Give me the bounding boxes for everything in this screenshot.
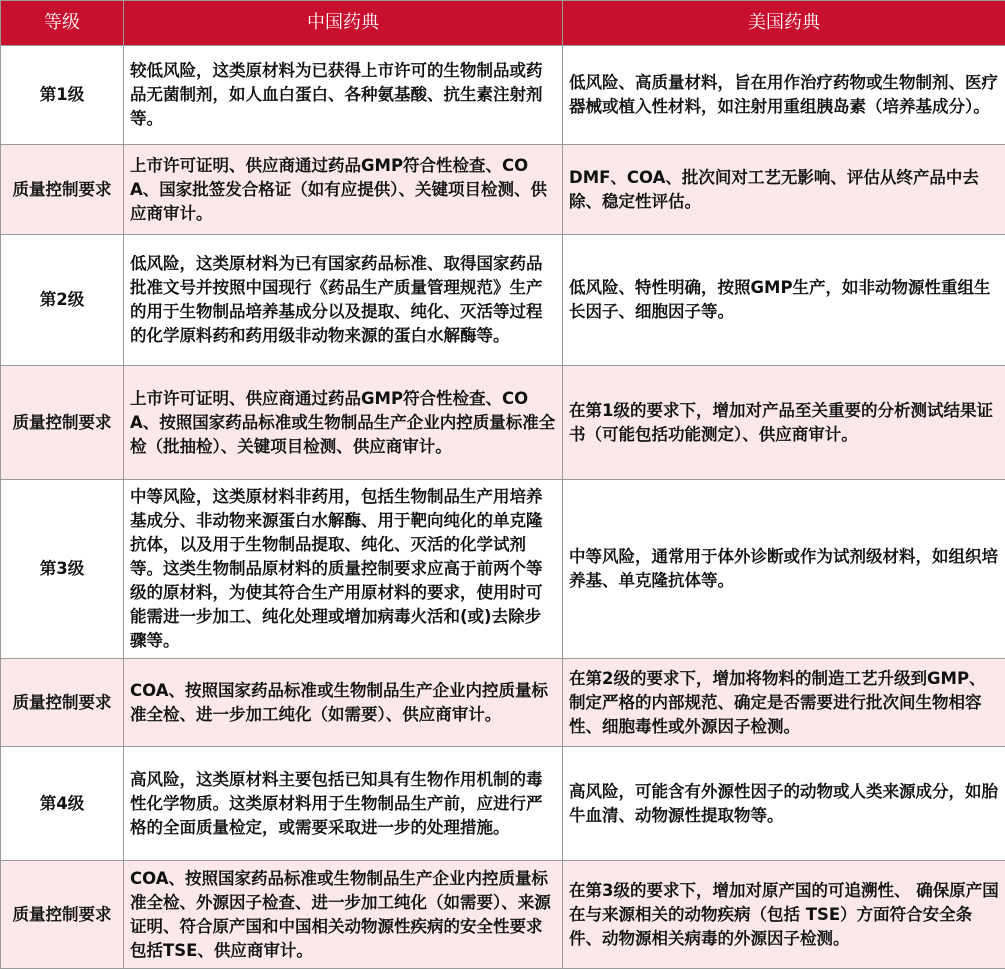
header-us: 美国药典 — [563, 1, 1005, 46]
table-row-level-1 — [1, 46, 1005, 145]
level-cell: 第4级 — [1, 747, 124, 861]
china-cell: 上市许可证明、供应商通过药品GMP符合性检查、COA、按照国家药品标准或生物制品生产企业内控质量标准全检（批抽检）、关键项目检测、供应商审计。 — [124, 366, 563, 480]
header-level: 等级 — [1, 1, 124, 46]
us-cell: 低风险、高质量材料，旨在用作治疗药物或生物制剂、医疗器械或植入性材料，如注射用重组胰岛素（培养基成分）。 — [563, 46, 1005, 145]
us-cell: 在第3级的要求下，增加对原产国的可追溯性、 确保原产国在与来源相关的动物疾病（包括 TSE）方面符合安全条件、动物源相关病毒的外源因子检测。 — [563, 861, 1005, 969]
table-row-qc-4 — [1, 861, 1005, 969]
level-cell: 第1级 — [1, 46, 124, 145]
us-cell: 在第2级的要求下，增加将物料的制造工艺升级到GMP、制定严格的内部规范、确定是否需要进行批次间生物相容性、细胞毒性或外源因子检测。 — [563, 659, 1005, 747]
level-cell: 第2级 — [1, 235, 124, 366]
china-cell: 低风险，这类原材料为已有国家药品标准、取得国家药品批准文号并按照中国现行《药品生产质量管理规范》生产的用于生物制品培养基成分以及提取、纯化、灭活等过程的化学原料药和药用级非动物来源的蛋白水解酶等。 — [124, 235, 563, 366]
us-cell: 在第1级的要求下，增加对产品至关重要的分析测试结果证书（可能包括功能测定）、供应商审计。 — [563, 366, 1005, 480]
china-cell: 较低风险，这类原材料为已获得上市许可的生物制品或药品无菌制剂，如人血白蛋白、各种氨基酸、抗生素注射剂等。 — [124, 46, 563, 145]
china-cell: 高风险，这类原材料主要包括已知具有生物作用机制的毒性化学物质。这类原材料用于生物制品生产前，应进行严格的全面质量检定，或需要采取进一步的处理措施。 — [124, 747, 563, 861]
us-cell: 高风险，可能含有外源性因子的动物或人类来源成分，如胎牛血清、动物源性提取物等。 — [563, 747, 1005, 861]
table-row-qc-3 — [1, 659, 1005, 747]
us-cell: DMF、COA、批次间对工艺无影响、评估从终产品中去除、稳定性评估。 — [563, 145, 1005, 235]
header-china: 中国药典 — [124, 1, 563, 46]
us-cell: 中等风险，通常用于体外诊断或作为试剂级材料，如组织培养基、单克隆抗体等。 — [563, 480, 1005, 659]
table-row-qc-1 — [1, 145, 1005, 235]
table-row-level-3 — [1, 480, 1005, 659]
table-row-level-4 — [1, 747, 1005, 861]
table-row-level-2 — [1, 235, 1005, 366]
china-cell: 中等风险，这类原材料非药用，包括生物制品生产用培养基成分、非动物来源蛋白水解酶、用于靶向纯化的单克隆抗体，以及用于生物制品提取、纯化、灭活的化学试剂等。这类生物制品原材料的质量控制要求应高于前两个等级的原材料，为使其符合生产用原材料的要求，使用时可能需进一步加工、纯化处理或增加病毒火活和(或)去除步骤等。 — [124, 480, 563, 659]
table-row-qc-2 — [1, 366, 1005, 480]
level-cell: 质量控制要求 — [1, 366, 124, 480]
china-cell: COA、按照国家药品标准或生物制品生产企业内控质量标准全检、外源因子检查、进一步加工纯化（如需要）、来源证明、符合原产国和中国相关动物源性疾病的安全性要求包括TSE、供应商审计。 — [124, 861, 563, 969]
level-cell: 质量控制要求 — [1, 659, 124, 747]
level-cell: 第3级 — [1, 480, 124, 659]
header-row — [1, 1, 1005, 46]
level-cell: 质量控制要求 — [1, 145, 124, 235]
level-cell: 质量控制要求 — [1, 861, 124, 969]
us-cell: 低风险、特性明确，按照GMP生产，如非动物源性重组生长因子、细胞因子等。 — [563, 235, 1005, 366]
china-cell: 上市许可证明、供应商通过药品GMP符合性检查、COA、国家批签发合格证（如有应提供）、关键项目检测、供应商审计。 — [124, 145, 563, 235]
china-cell: COA、按照国家药品标准或生物制品生产企业内控质量标准全检、进一步加工纯化（如需要）、供应商审计。 — [124, 659, 563, 747]
